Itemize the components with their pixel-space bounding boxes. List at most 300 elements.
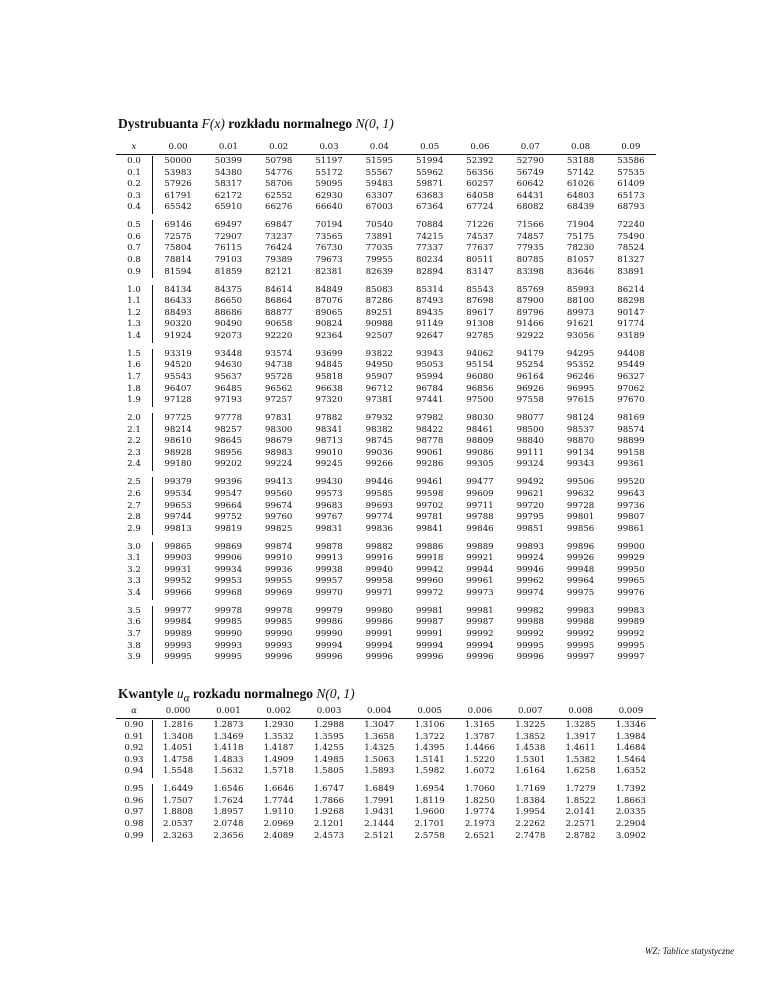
table-row	[116, 819, 656, 831]
table-cell: 99962	[516, 576, 544, 587]
table-cell: 1.2816	[163, 720, 194, 730]
table-cell: 99992	[617, 629, 645, 640]
table-cell: 1.4611	[565, 743, 596, 754]
table-cell: 1.3408	[163, 731, 194, 742]
table-cell: 99966	[164, 587, 192, 598]
column-header: 0.008	[568, 706, 593, 716]
table-cell: 2.1701	[414, 819, 445, 830]
table-cell: 88877	[265, 307, 293, 318]
table-cell: 1.4909	[263, 754, 294, 765]
table-cell: 99711	[466, 500, 494, 511]
table-cell: 54776	[265, 167, 293, 178]
table-cell: 97882	[315, 413, 343, 424]
row-label: 3.7	[116, 629, 153, 641]
row-label: 2.4	[116, 459, 153, 471]
row-label: 0.1	[116, 168, 153, 180]
table-row	[116, 413, 656, 425]
table-cell: 99202	[214, 459, 243, 470]
row-label: 0.4	[116, 202, 153, 214]
table-cell: 50798	[265, 156, 293, 166]
table-cell: 68082	[516, 202, 544, 213]
table-cell: 71904	[566, 220, 595, 231]
table-cell: 95053	[415, 360, 444, 371]
table-cell: 99774	[365, 512, 394, 523]
table-cell: 1.7507	[163, 795, 194, 806]
table-cell: 1.7392	[615, 784, 646, 795]
table-cell: 83646	[566, 266, 595, 277]
table-cell: 99977	[164, 605, 192, 616]
row-label: 3.3	[116, 576, 153, 588]
table-cell: 99560	[265, 488, 293, 499]
table-cell: 99985	[214, 617, 243, 628]
row-label: 0.5	[116, 220, 153, 232]
table-cell: 75804	[164, 243, 192, 254]
table-cell: 99788	[466, 512, 494, 523]
table-cell: 55962	[415, 167, 444, 178]
table-cell: 70194	[315, 220, 343, 231]
table-cell: 99964	[566, 576, 595, 587]
table-cell: 51595	[365, 156, 394, 166]
table-cell: 1.6352	[615, 766, 646, 777]
table-cell: 99993	[214, 640, 243, 651]
table-cell: 64803	[566, 190, 595, 201]
table-cell: 89617	[466, 307, 494, 318]
table-cell: 76730	[315, 243, 343, 254]
table-cell: 2.7478	[515, 830, 546, 841]
table-cell: 97778	[214, 413, 243, 424]
table-cell: 1.5893	[364, 766, 395, 777]
table-cell: 65173	[617, 190, 645, 201]
table-cell: 99396	[214, 477, 243, 488]
table-cell: 1.3106	[414, 720, 445, 730]
table-cell: 99972	[415, 587, 444, 598]
table-cell: 99996	[516, 652, 544, 663]
table-cell: 99893	[516, 541, 544, 552]
table-cell: 99938	[315, 564, 343, 575]
row-label: 1.9	[116, 395, 153, 407]
column-header: 0.00	[168, 142, 188, 152]
table-cell: 79955	[365, 255, 394, 266]
table-cell: 66640	[315, 202, 343, 213]
table-cell: 2.1973	[464, 819, 495, 830]
table-cell: 99111	[516, 447, 544, 458]
table-cell: 1.4684	[615, 743, 646, 754]
table-cell: 1.9268	[313, 807, 345, 818]
table-cell: 90490	[214, 319, 243, 330]
table-cell: 97193	[214, 395, 243, 406]
table-cell: 98422	[415, 424, 444, 435]
table-cell: 72240	[617, 220, 645, 231]
table-cell: 92922	[516, 330, 544, 341]
table-cell: 74857	[516, 231, 544, 242]
table-cell: 99010	[315, 447, 343, 458]
row-label-header: x	[131, 142, 137, 152]
table-cell: 1.4758	[163, 754, 194, 765]
table-cell: 99995	[516, 640, 544, 651]
table-cell: 98899	[617, 436, 645, 447]
table-cell: 99286	[415, 459, 444, 470]
table-cell: 68793	[617, 202, 645, 213]
table-cell: 1.7060	[464, 784, 495, 795]
table-cell: 99958	[365, 576, 394, 587]
table-cell: 93699	[315, 348, 343, 359]
table-cell: 75175	[566, 231, 595, 242]
row-label: 0.2	[116, 179, 153, 191]
table-cell: 85769	[516, 284, 544, 295]
table-cell: 94845	[315, 360, 343, 371]
table-cell: 98840	[516, 436, 544, 447]
table-cell: 99461	[415, 477, 444, 488]
row-label: 0.0	[116, 156, 153, 168]
table-cell: 99266	[365, 459, 394, 470]
table-cell: 99430	[315, 477, 343, 488]
column-header: 0.005	[417, 706, 442, 716]
table-cell: 85083	[365, 284, 394, 295]
table-cell: 99953	[214, 576, 243, 587]
table-cell: 1.3658	[364, 731, 395, 742]
table-cell: 93943	[415, 348, 444, 359]
table-cell: 1.5718	[263, 766, 294, 777]
table2-title	[118, 686, 355, 705]
table-cell: 51197	[315, 156, 343, 166]
table-cell: 99795	[516, 512, 544, 523]
table-cell: 93574	[265, 348, 293, 359]
table-cell: 98956	[214, 447, 243, 458]
table-cell: 80785	[516, 255, 544, 266]
table-header-row	[116, 704, 656, 719]
table-cell: 97615	[566, 395, 595, 406]
table-cell: 1.6449	[163, 784, 194, 795]
table-cell: 99598	[415, 488, 444, 499]
table-cell: 1.9431	[364, 807, 395, 818]
table-cell: 53188	[566, 156, 595, 166]
table-cell: 61791	[164, 190, 192, 201]
table-cell: 87900	[516, 296, 544, 307]
table-cell: 99946	[516, 564, 544, 575]
table-cell: 1.4255	[313, 743, 345, 754]
table-cell: 99960	[415, 576, 444, 587]
table-cell: 84134	[164, 284, 192, 295]
table-cell: 54380	[214, 167, 243, 178]
table-cell: 59871	[415, 179, 444, 190]
table-cell: 96246	[566, 371, 595, 382]
row-label: 0.96	[116, 796, 153, 808]
table-cell: 99134	[566, 447, 595, 458]
table-cell: 99994	[415, 640, 444, 651]
table-cell: 74215	[415, 231, 444, 242]
table-row	[116, 477, 656, 489]
table-cell: 1.3852	[515, 731, 546, 742]
table-cell: 1.3722	[414, 731, 445, 742]
table-cell: 96485	[214, 383, 243, 394]
table-cell: 91774	[617, 319, 645, 330]
row-label: 3.1	[116, 553, 153, 565]
table-cell: 55567	[365, 167, 394, 178]
table-cell: 97831	[265, 413, 293, 424]
table-cell: 99992	[566, 629, 595, 640]
table-cell: 1.5805	[313, 766, 345, 777]
table-cell: 87493	[415, 296, 444, 307]
table-cell: 62172	[214, 190, 243, 201]
table-cell: 1.2873	[213, 720, 244, 730]
row-label: 0.95	[116, 784, 153, 796]
table-cell: 58706	[265, 179, 293, 190]
table-cell: 95907	[365, 371, 394, 382]
table-row	[116, 565, 656, 577]
table-cell: 99993	[164, 640, 192, 651]
table-cell: 78524	[617, 243, 645, 254]
table-cell: 92073	[214, 330, 243, 341]
table-cell: 90147	[617, 307, 645, 318]
table-row	[116, 617, 656, 629]
table-cell: 99926	[566, 553, 595, 564]
table-cell: 1.5382	[565, 754, 596, 765]
row-label: 2.6	[116, 489, 153, 501]
table-cell: 99995	[164, 652, 192, 663]
table-cell: 99621	[516, 488, 544, 499]
table-row	[116, 459, 656, 471]
table-cell: 2.2262	[515, 819, 546, 830]
table-cell: 95352	[566, 360, 595, 371]
table-cell: 99910	[265, 553, 293, 564]
table-cell: 78814	[164, 255, 192, 266]
table-cell: 80511	[466, 255, 494, 266]
table-cell: 99955	[265, 576, 293, 587]
table-cell: 93822	[365, 348, 394, 359]
table-cell: 99760	[265, 512, 293, 523]
table-cell: 99995	[214, 652, 243, 663]
table-cell: 1.8522	[565, 795, 596, 806]
table-cell: 1.3225	[515, 720, 546, 730]
table-cell: 99841	[415, 523, 444, 534]
table-cell: 99903	[164, 553, 192, 564]
table-cell: 97500	[466, 395, 494, 406]
table-cell: 90658	[265, 319, 293, 330]
table-cell: 62930	[315, 190, 343, 201]
table-cell: 89796	[516, 307, 544, 318]
row-label: 1.7	[116, 372, 153, 384]
table-cell: 98537	[566, 424, 595, 435]
table2-title-sub: α	[183, 692, 190, 705]
table-cell: 91466	[516, 319, 544, 330]
table-cell: 99506	[566, 477, 595, 488]
table-cell: 56356	[466, 167, 494, 178]
table-cell: 91621	[566, 319, 595, 330]
table-cell: 99934	[214, 564, 243, 575]
table-row	[116, 243, 656, 255]
table-cell: 77337	[415, 243, 444, 254]
table-cell: 99900	[617, 541, 645, 552]
table-cell: 1.8250	[464, 795, 495, 806]
row-label: 1.8	[116, 384, 153, 396]
table-cell: 99825	[265, 523, 293, 534]
table-cell: 99305	[466, 459, 494, 470]
table-cell: 97725	[164, 413, 192, 424]
row-label: 0.9	[116, 267, 153, 279]
table-cell: 66276	[265, 202, 293, 213]
table-cell: 67364	[415, 202, 444, 213]
table-cell: 99736	[617, 500, 645, 511]
table-cell: 1.9600	[414, 807, 445, 818]
table-cell: 99819	[214, 523, 243, 534]
table-cell: 94520	[164, 360, 192, 371]
table-cell: 2.0335	[615, 807, 646, 818]
table-cell: 99981	[415, 605, 444, 616]
table-cell: 95254	[516, 360, 544, 371]
table-cell: 58317	[214, 179, 243, 190]
table-cell: 96638	[315, 383, 343, 394]
table2-title-mid: rozkadu normalnego	[189, 686, 317, 701]
table-cell: 99983	[617, 605, 645, 616]
table-cell: 1.5301	[515, 754, 546, 765]
table-cell: 96784	[415, 383, 444, 394]
table-cell: 99978	[265, 605, 293, 616]
table-cell: 98778	[415, 436, 444, 447]
table-cell: 96856	[466, 383, 494, 394]
table-cell: 99921	[466, 553, 494, 564]
table-cell: 1.7991	[364, 795, 395, 806]
table-cell: 99916	[365, 553, 394, 564]
table-cell: 99985	[265, 617, 293, 628]
table-cell: 96407	[164, 383, 192, 394]
table-cell: 70884	[415, 220, 444, 231]
table-cell: 99324	[516, 459, 544, 470]
column-header: 0.009	[618, 706, 644, 716]
table-row	[116, 652, 656, 664]
table-cell: 80234	[415, 255, 444, 266]
table-row	[116, 360, 656, 372]
table-cell: 65542	[164, 202, 192, 213]
table-cell: 1.8384	[515, 795, 546, 806]
table-cell: 97257	[265, 395, 293, 406]
table-cell: 99984	[164, 617, 192, 628]
table-cell: 57926	[164, 179, 192, 190]
column-header: 0.04	[369, 142, 389, 152]
column-header: 0.003	[316, 706, 342, 716]
table-cell: 99720	[516, 500, 544, 511]
table-cell: 53983	[164, 167, 192, 178]
table-row	[116, 489, 656, 501]
table-row	[116, 576, 656, 588]
table-cell: 94295	[566, 348, 595, 359]
table-cell: 99980	[365, 605, 394, 616]
table-cell: 1.9110	[263, 807, 294, 818]
table-cell: 89973	[566, 307, 595, 318]
table-row	[116, 755, 656, 767]
table-cell: 1.9774	[464, 807, 495, 818]
table-cell: 99961	[466, 576, 494, 587]
table-cell: 1.3165	[464, 720, 495, 730]
table-cell: 97982	[415, 413, 444, 424]
table-cell: 99856	[566, 523, 595, 534]
table-cell: 1.2930	[263, 720, 294, 730]
table-cell: 63307	[365, 190, 394, 201]
table-cell: 81057	[566, 255, 595, 266]
table-cell: 96712	[365, 383, 394, 394]
table-cell: 79673	[315, 255, 343, 266]
table-cell: 96080	[466, 371, 494, 382]
table-cell: 2.6521	[464, 830, 495, 841]
table-cell: 99492	[516, 477, 544, 488]
row-label: 3.4	[116, 588, 153, 600]
table-cell: 1.4325	[364, 743, 395, 754]
table-cell: 89251	[365, 307, 394, 318]
table-cell: 79389	[265, 255, 293, 266]
table-cell: 69497	[214, 220, 243, 231]
table-cell: 89435	[415, 307, 444, 318]
table-cell: 99978	[214, 605, 243, 616]
table-row	[116, 232, 656, 244]
table-cell: 99997	[566, 652, 595, 663]
row-label: 1.4	[116, 331, 153, 343]
table-cell: 99990	[214, 629, 243, 640]
table-cell: 1.7624	[213, 795, 244, 806]
table-cell: 97320	[315, 395, 343, 406]
table-cell: 99744	[164, 512, 192, 523]
row-label: 0.3	[116, 191, 153, 203]
table-cell: 86864	[265, 296, 293, 307]
table-cell: 99992	[466, 629, 494, 640]
table-cell: 98745	[365, 436, 394, 447]
table-cell: 99573	[315, 488, 343, 499]
table-cell: 99987	[415, 617, 444, 628]
table-cell: 98679	[265, 436, 293, 447]
table-cell: 81594	[164, 266, 192, 277]
row-label: 0.94	[116, 766, 153, 778]
table1-title-mid: rozkładu normalnego	[224, 116, 356, 131]
table-cell: 2.2904	[615, 819, 646, 830]
table-cell: 1.5063	[364, 754, 395, 765]
table-cell: 90988	[365, 319, 394, 330]
table-row	[116, 349, 656, 361]
table-cell: 68439	[566, 202, 595, 213]
table-cell: 71566	[516, 220, 544, 231]
table-cell: 1.4187	[263, 743, 294, 754]
table-cell: 73237	[265, 231, 293, 242]
table-row	[116, 766, 656, 778]
table-cell: 98382	[365, 424, 394, 435]
table-cell: 88493	[164, 307, 192, 318]
table-row	[116, 606, 656, 618]
table-cell: 99781	[415, 512, 444, 523]
table-cell: 89065	[315, 307, 343, 318]
table-cell: 85993	[566, 284, 595, 295]
table-cell: 1.4118	[213, 743, 244, 754]
table-cell: 2.0141	[565, 807, 596, 818]
table-cell: 99379	[164, 477, 192, 488]
table-cell: 1.8808	[163, 807, 194, 818]
table-cell: 1.3787	[464, 731, 495, 742]
table-cell: 99986	[365, 617, 394, 628]
table-row	[116, 285, 656, 297]
table-cell: 1.6849	[364, 784, 395, 795]
table-cell: 1.3469	[213, 731, 244, 742]
table-cell: 57142	[566, 167, 595, 178]
table-cell: 84375	[214, 284, 243, 295]
table-row	[116, 807, 656, 819]
table-cell: 1.6258	[565, 766, 596, 777]
table-cell: 1.7744	[263, 795, 294, 806]
table-row	[116, 179, 656, 191]
row-label: 2.2	[116, 436, 153, 448]
table-cell: 87286	[365, 296, 394, 307]
table-cell: 91149	[415, 319, 444, 330]
table-cell: 84614	[265, 284, 293, 295]
table-cell: 65910	[214, 202, 243, 213]
table-cell: 99990	[265, 629, 293, 640]
table2-title-func: u	[176, 686, 184, 701]
table-cell: 1.6546	[213, 784, 244, 795]
